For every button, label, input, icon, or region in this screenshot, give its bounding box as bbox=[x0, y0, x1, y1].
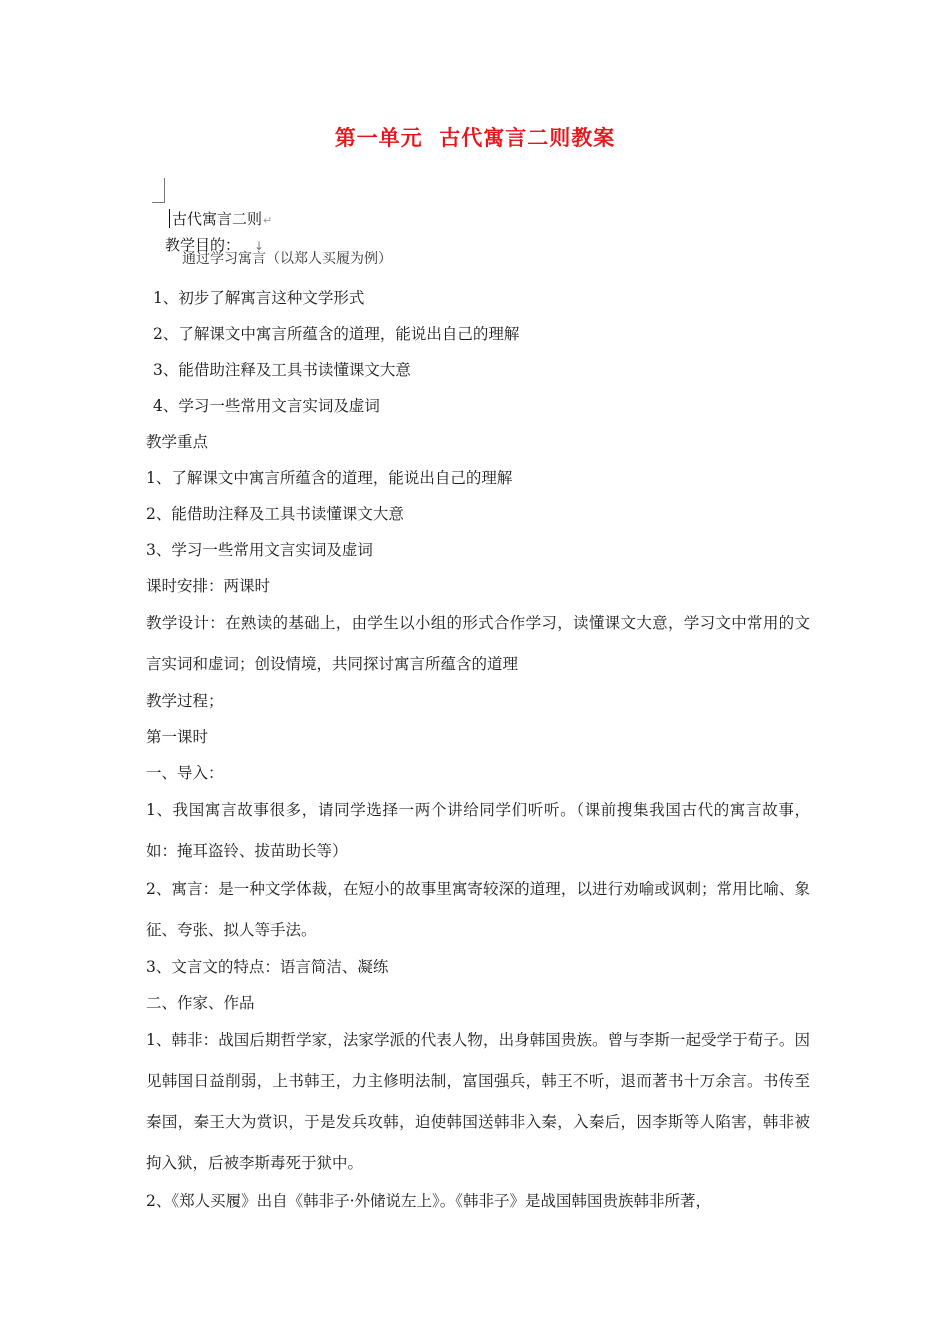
paragraph: 二、作家、作品 bbox=[146, 994, 255, 1012]
paragraph: 一、导入： bbox=[146, 764, 224, 782]
document-body bbox=[146, 288, 810, 1228]
pasted-text-fragment bbox=[160, 200, 420, 266]
paragraph: 课时安排：两课时 bbox=[146, 577, 271, 595]
paragraph: 1、韩非：战国后期哲学家，法家学派的代表人物，出身韩国贵族。曾与李斯一起受学于荀子。因见韩国日益削弱，上书韩王，力主修明法制，富国强兵，韩王不听，退而著书十万余言。书传至秦国，秦王大为赏识，于是发兵攻韩，迫使韩国送韩非入秦，入秦后，因李斯等人陷害，韩非被拘入狱，后被李斯毒死于狱中。 bbox=[146, 1031, 810, 1172]
paragraph: 1、我国寓言故事很多，请同学选择一两个讲给同学们听听。（课前搜集我国古代的寓言故事，如：掩耳盗铃、拔苗助长等） bbox=[146, 801, 810, 860]
paragraph: 3、能借助注释及工具书读懂课文大意 bbox=[153, 361, 411, 379]
paragraph: 2、《郑人买履》出自《韩非子·外储说左上》。《韩非子》是战国韩国贵族韩非所著， bbox=[146, 1192, 712, 1210]
paragraph-mark-icon: ↵ bbox=[263, 214, 273, 227]
paragraph: 1、初步了解寓言这种文学形式 bbox=[153, 289, 365, 307]
paragraph: 2、能借助注释及工具书读懂课文大意 bbox=[146, 505, 404, 523]
paragraph: 3、文言文的特点：语言简洁、凝练 bbox=[146, 958, 389, 976]
document-title: 第一单元 古代寓言二则教案 bbox=[334, 126, 616, 150]
paragraph: 教学设计：在熟读的基础上，由学生以小组的形式合作学习，读懂课文大意，学习文中常用的文言实词和虚词；创设情境，共同探讨寓言所蕴含的道理 bbox=[146, 614, 810, 673]
paragraph: 4、学习一些常用文言实词及虚词 bbox=[153, 397, 380, 415]
paragraph: 2、寓言：是一种文学体裁，在短小的故事里寓寄较深的道理，以进行劝喻或讽刺；常用比喻、象征、夸张、拟人等手法。 bbox=[146, 880, 810, 939]
paragraph: 教学过程； bbox=[146, 692, 224, 710]
paragraph: 教学重点 bbox=[146, 433, 209, 451]
paragraph: 第一课时 bbox=[146, 728, 209, 746]
line-break-icon: ↓ bbox=[254, 239, 265, 253]
fragment-line-objectives: 教学目的： ↓ bbox=[165, 236, 265, 254]
paragraph: 2、了解课文中寓言所蕴含的道理，能说出自己的理解 bbox=[153, 325, 520, 343]
paragraph: 1、了解课文中寓言所蕴含的道理，能说出自己的理解 bbox=[146, 469, 513, 487]
fragment-line-title: 古代寓言二则↵ bbox=[172, 210, 273, 228]
fragment-cut-line: 通过学习寓言（以郑人买履为例） bbox=[182, 251, 392, 267]
paragraph: 3、学习一些常用文言实词及虚词 bbox=[146, 541, 373, 559]
